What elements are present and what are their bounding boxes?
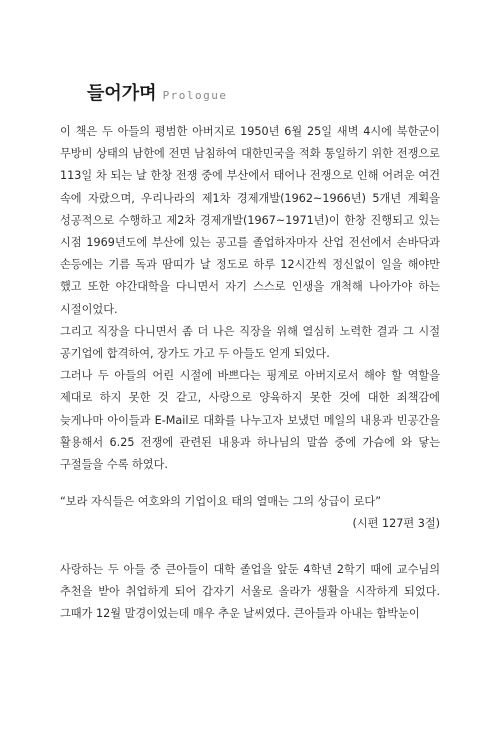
body-text xyxy=(60,121,440,625)
scripture-quote xyxy=(60,491,440,535)
paragraph: 이 책은 두 아들의 평범한 아버지로 1950년 6월 25일 새벽 4시에 북한군이 무방비 상태의 남한에 전면 남침하여 대한민국을 적화 통일하기 위한 전쟁으로 113일 차 되는 날 한창 전쟁 중에 부산에서 태어나 전쟁으로 인해 어려운 여건 속에 자랐으며, 우리나라의 제1차 경제개발(1962~1966년) 5개년 계획을 성공적으로 수행하고 제2차 경제개발(1967~1971년)이 한창 진행되고 있는 시점 1969년도에 부산에 있는 공고를 졸업하자마자 산업 전선에서 손바닥과 손등에는 기름 독과 땀띠가 날 정도로 하루 12시간씩 정신없이 일을 해야만 했고 또한 야간대학을 다니면서 자기 스스로 인생을 개척해 나아가야 하는 시절이었다. xyxy=(60,125,440,316)
paragraph: 그리고 직장을 다니면서 좀 더 나은 직장을 위해 열심히 노력한 결과 그 시절 공기업에 합격하여, 장가도 가고 두 아들도 얻게 되었다. xyxy=(60,324,440,361)
chapter-subtitle: Prologue xyxy=(162,89,228,102)
chapter-title: 들어가며 xyxy=(87,83,157,104)
quote-text: “보라 자식들은 여호와의 기업이요 태의 열매는 그의 상급이 로다” xyxy=(60,495,382,509)
paragraph: 그러나 두 아들의 어린 시절에 바쁘다는 핑계로 아버지로서 해야 할 역할을 제대로 하지 못한 것 같고, 사랑으로 양육하지 못한 것에 대한 죄책감에 늦게나마 아이들과 E-Mail로 대화를 나누고자 보냈던 메일의 내용과 빈공간을 활용해서 6.25 전쟁에 관련된 내용과 하나님의 말씀 중에 가슴에 와 닿는 구절들을 수록 하였다. xyxy=(60,369,440,472)
quote-source: (시편 127편 3절) xyxy=(352,517,440,531)
paragraph: 사랑하는 두 아들 중 큰아들이 대학 졸업을 앞둔 4학년 2학기 때에 교수님의 추천을 받아 취업하게 되어 갑자기 서울로 올라가 생활을 시작하게 되었다. 그때가 12월 말경이었는데 매우 추운 날씨였다. 큰아들과 아내는 함박눈이 xyxy=(60,562,440,621)
chapter-heading xyxy=(87,79,228,105)
